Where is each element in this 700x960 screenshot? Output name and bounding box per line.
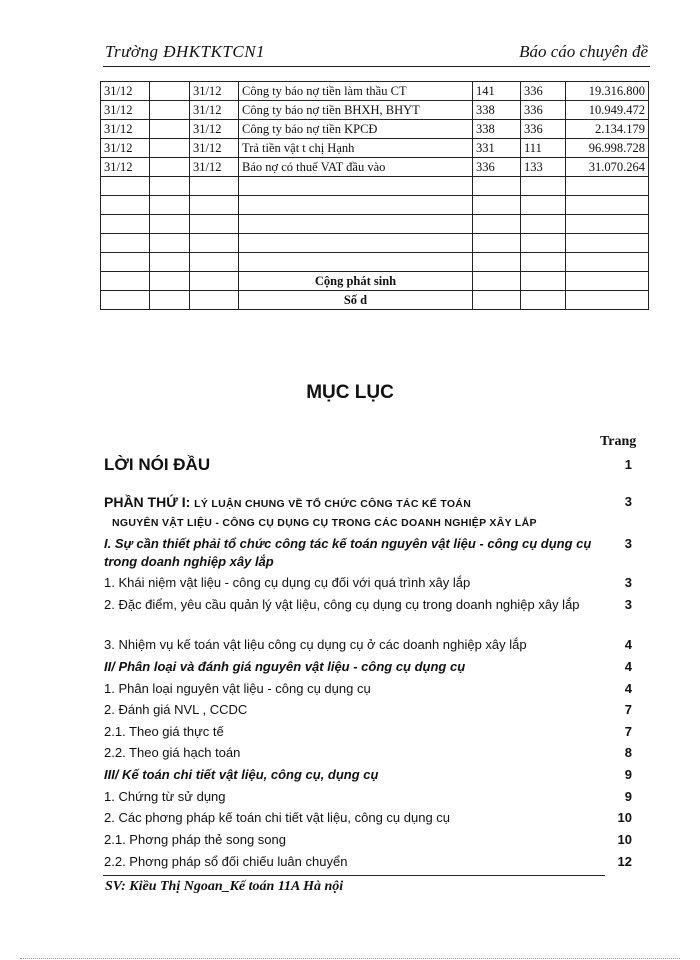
table-cell: 336 [473, 158, 521, 177]
table-cell: 31.070.264 [566, 158, 649, 177]
table-cell: Công ty báo nợ tiền KPCĐ [239, 120, 473, 139]
table-cell: 31/12 [190, 120, 239, 139]
table-row-empty [101, 234, 649, 253]
table-row [101, 82, 649, 101]
toc-entry[interactable] [104, 456, 632, 478]
toc-entry-page: 3 [624, 494, 632, 509]
table-cell: 31/12 [101, 82, 150, 101]
table-cell: 31/12 [101, 120, 150, 139]
table-cell: 338 [473, 101, 521, 120]
table-cell: Công ty báo nợ tiền làm thầu CT [239, 82, 473, 101]
header-report-type: Báo cáo chuyên đề [519, 42, 648, 61]
table-cell: 336 [521, 120, 566, 139]
header-school: Trường ĐHKTKTCN1 [105, 42, 266, 61]
toc-entry-page: 4 [624, 681, 632, 696]
table-cell: 31/12 [190, 82, 239, 101]
table-row-empty [101, 196, 649, 215]
toc-entry-page: 3 [624, 575, 632, 590]
toc-entry-text: 2.2. Theo giá hạch toán [104, 745, 241, 760]
toc-entry-text: 2. Đánh giá NVL , CCDC [104, 702, 248, 717]
toc-page-header: Trang [600, 434, 637, 449]
page-bottom-dotted-line [20, 958, 680, 959]
toc-entry-text: 1. Khái niệm vật liệu - công cụ dụng cụ đối với quá trình xây lắp [104, 575, 471, 590]
table-cell: 31/12 [101, 101, 150, 120]
table-cell: 10.949.472 [566, 101, 649, 120]
table-cell: 31/12 [101, 158, 150, 177]
table-row-empty [101, 177, 649, 196]
toc-entry-text: 1. Chứng từ sử dụng [104, 789, 226, 804]
table-cell: Trả tiền vật t chị Hạnh [239, 139, 473, 158]
table-cell [150, 101, 190, 120]
toc-entry-text: III/ Kế toán chi tiết vật liệu, công cụ, dụng cụ [104, 767, 379, 782]
table-cell [150, 139, 190, 158]
ledger-table [100, 81, 649, 310]
total-label: Cộng phát sinh [239, 272, 473, 291]
table-cell: 31/12 [101, 139, 150, 158]
toc-entry-page: 4 [624, 637, 632, 652]
table-row-empty [101, 215, 649, 234]
table-cell: 331 [473, 139, 521, 158]
table-cell [150, 158, 190, 177]
toc-entry-page: 3 [624, 536, 632, 551]
table-cell: 141 [473, 82, 521, 101]
table-row [101, 158, 649, 177]
toc-entry[interactable] [104, 596, 632, 632]
toc-entry-page: 3 [624, 597, 632, 612]
table-cell: 31/12 [190, 139, 239, 158]
table-cell: 336 [521, 82, 566, 101]
table-cell: 96.998.728 [566, 139, 649, 158]
table-row [101, 120, 649, 139]
toc-entry-page: 8 [624, 745, 632, 760]
footer-author: SV: Kiều Thị Ngoan_Kế toán 11A Hà nội [105, 879, 344, 894]
table-cell: 133 [521, 158, 566, 177]
table-cell: 31/12 [190, 101, 239, 120]
toc-entry-page: 9 [624, 789, 632, 804]
toc-entry-text: 3. Nhiệm vụ kế toán vật liệu công cụ dụng cụ ở các doanh nghiệp xây lắp [104, 637, 527, 652]
table-row [101, 139, 649, 158]
toc-entry-text: 2. Các phơng pháp kế toán chi tiết vật liệu, công cụ dụng cụ [104, 810, 451, 825]
table-cell: 338 [473, 120, 521, 139]
page-header [103, 40, 650, 67]
toc-entry-text: II/ Phân loại và đánh giá nguyên vật liệu - công cụ dụng cụ [104, 659, 466, 674]
toc-entry-text: 2. Đặc điểm, yêu cầu quản lý vật liệu, công cụ dụng cụ trong doanh nghiệp xây lắp [104, 597, 580, 612]
table-cell: Báo nợ có thuế VAT đầu vào [239, 158, 473, 177]
table-row [101, 101, 649, 120]
toc-entry-text: LÝ LUẬN CHUNG VỀ TỔ CHỨC CÔNG TÁC KẾ TOÁN [194, 498, 472, 510]
toc-entry-page: 1 [624, 457, 632, 472]
table-cell: 19.316.800 [566, 82, 649, 101]
toc-entry-text: 1. Phân loại nguyên vật liệu - công cụ dụng cụ [104, 681, 371, 696]
table-cell: 2.134.179 [566, 120, 649, 139]
toc-entry-page: 12 [617, 854, 632, 869]
footer-divider [103, 875, 605, 876]
toc-part-label: PHẦN THỨ I: [104, 494, 195, 510]
table-cell: 31/12 [190, 158, 239, 177]
toc-entry-page: 10 [617, 810, 632, 825]
toc-title: MỤC LỤC [306, 382, 394, 403]
table-row-empty [101, 253, 649, 272]
toc-entry-page: 9 [624, 767, 632, 782]
balance-label: Số d [239, 291, 473, 310]
toc-entry-page: 10 [617, 832, 632, 847]
balance-row [101, 291, 649, 310]
table-cell: 111 [521, 139, 566, 158]
toc-entry-page: 4 [624, 659, 632, 674]
toc-entry-text: 2.2. Phơng pháp sổ đối chiếu luân chuyển [104, 854, 348, 869]
toc-entry-text: 2.1. Phơng pháp thẻ song song [104, 832, 286, 847]
toc-entry-page: 7 [624, 724, 632, 739]
table-cell: Công ty báo nợ tiền BHXH, BHYT [239, 101, 473, 120]
toc-entry-text: LỜI NÓI ĐẦU [104, 455, 211, 474]
table-cell [150, 120, 190, 139]
toc-entry-text: I. Sự cần thiết phải tổ chức công tác kế toán nguyên vật liệu - công cụ dụng cụ trong doanh nghiệp xây lắp [104, 536, 592, 569]
table-cell [150, 82, 190, 101]
toc-entry-page: 7 [624, 702, 632, 717]
total-row [101, 272, 649, 291]
toc-entry-text: 2.1. Theo giá thực tế [104, 724, 224, 739]
toc-entry[interactable] [104, 535, 632, 571]
toc-entry-text: NGUYÊN VẬT LIỆU - CÔNG CỤ DỤNG CỤ TRONG CÁC DOANH NGHIỆP XÂY LẮP [112, 517, 537, 529]
table-cell: 336 [521, 101, 566, 120]
